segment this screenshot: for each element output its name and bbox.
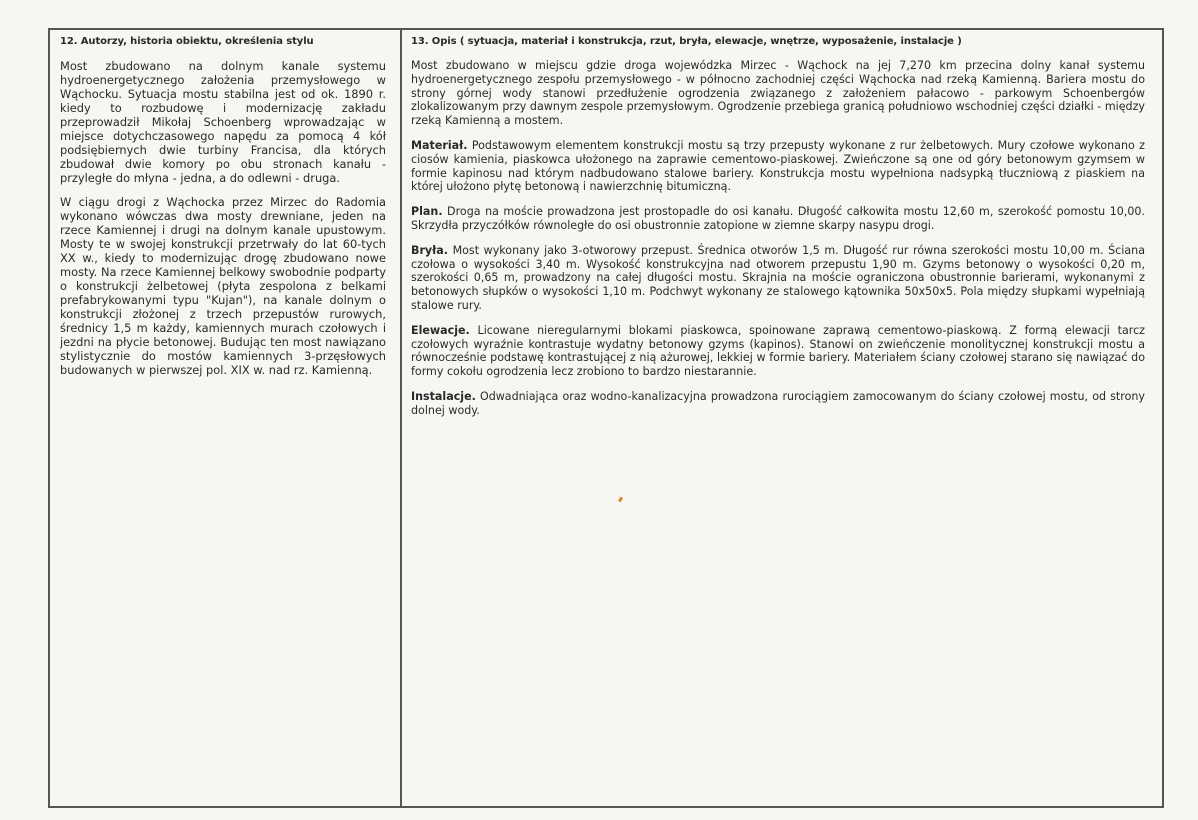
description-heading: 13. Opis ( sytuacja, materiał i konstrukcja, rzut, bryła, elewacje, wnętrze, wyposażenie, instalacje ) bbox=[411, 36, 962, 47]
section-label: Instalacje. bbox=[411, 389, 476, 403]
section-instalacje bbox=[411, 390, 1145, 418]
history-paragraph: Most zbudowano na dolnym kanale systemu hydroenergetycznego założenia przemysłowego w Wąchocku. Sytuacja mostu stabilna jest od ok. 1890 r. kiedy to rozbudowę i modernizację zakładu przeprowadził Mikołaj Schoenberg wprowadzając w miejsce dotychczasowego napędu za pomocą 4 kół podsiębiernych dwie turbiny Francisa, dla których zbudował dwie komory po obu stronach kanału - przyległe do młyna - jedna, a do odlewni - druga. bbox=[60, 59, 386, 185]
history-heading: 12. Autorzy, historia obiektu, określenia stylu bbox=[60, 36, 314, 47]
section-bryla bbox=[411, 244, 1145, 313]
section-text: Odwadniająca oraz wodno-kanalizacyjna prowadzona rurociągiem zamocowanym do ściany czołowej mostu, od strony dolnej wody. bbox=[411, 389, 1145, 417]
column-divider bbox=[400, 28, 402, 808]
frame-right-line bbox=[1162, 28, 1164, 808]
frame-left-line bbox=[48, 28, 50, 808]
section-plan bbox=[411, 205, 1145, 233]
description-intro: Most zbudowano w miejscu gdzie droga wojewódzka Mirzec - Wąchock na jej 7,270 km przecina dolny kanał systemu hydroenergetycznego zespołu przemysłowego - w północno zachodniej części Wąchocka nad rzeką Kamienną. Bariera mostu do strony górnej wody stanowi przedłużenie ogrodzenia związanego z założeniem pałacowo - parkowym Schoenbergów zlokalizowanym przy dawnym zespole przemysłowym. Ogrodzenie przebiega granicą południowo wschodniej części działki - między rzeką Kamienną a mostem. bbox=[411, 59, 1145, 128]
section-label: Bryła. bbox=[411, 243, 448, 257]
section-elewacje bbox=[411, 324, 1145, 379]
section-label: Materiał. bbox=[411, 138, 468, 152]
history-paragraph: W ciągu drogi z Wąchocka przez Mirzec do Radomia wykonano wówczas dwa mosty drewniane, jeden na rzece Kamiennej i drugi na dolnym kanale upustowym. Mosty te w swojej konstrukcji przetrwały do lat 60-tych XX w., kiedy to modernizując drogę zbudowano nowe mosty. Na rzece Kamiennej belkowy swobodnie podparty o konstrukcji żelbetowej (płyta zespolona z belkami prefabrykowanymi typu "Kujan"), na kanale dolnym o konstrukcji złożonej z trzech przepustów rurowych, średnicy 1,5 m każdy, kamiennych murach czołowych i jezdni na płycie betonowej. Budując ten most nawiązano stylistycznie do mostów kamiennych 3-przęsłowych budowanych w pierwszej pol. XIX w. nad rz. Kamienną. bbox=[60, 195, 386, 377]
section-text: Licowane nieregularnymi blokami piaskowca, spoinowane zaprawą cementowo-piaskową. Z formą elewacji tarcz czołowych wyraźnie kontrastuje wydatny betonowy gzyms (kapinos). Stanowi on zwieńczenie monolitycznej konstrukcji mostu a równocześnie podstawę kontrastującej z nią ażurowej, lekkiej w formie bariery. Materiałem ściany czołowej starano się nawiązać do formy cokołu ogrodzenia lecz zrobiono to bardzo niestarannie. bbox=[411, 323, 1145, 379]
section-text: Droga na moście prowadzona jest prostopadle do osi kanału. Długość całkowita mostu 12,60 m, szerokość pomostu 10,00. Skrzydła przyczółków równoległe do osi obustronnie zatopione w ziemne skarpy nasypu drogi. bbox=[411, 205, 1145, 232]
stray-mark bbox=[618, 497, 623, 503]
description-column bbox=[411, 36, 1145, 429]
frame-bottom-line bbox=[48, 806, 1164, 808]
section-material bbox=[411, 139, 1145, 194]
section-text: Most wykonany jako 3-otworowy przepust. Średnica otworów 1,5 m. Długość rur równa szerokości mostu 10,00 m. Ściana czołowa o wysokości 3,40 m. Wysokość konstrukcyjna nad otworem przepustu 1,90 m. Gzyms betonowy o wysokości 0,20 m, szerokości 0,65 m, prowadzony na całej długości mostu. Skrajnia na moście ograniczona obustronnie barierami, wykonanymi z betonowych słupków o wysokości 1,10 m. Podchwyt wykonany ze stalowego kątownika 50x50x5. Pola między słupkami wypełniają stalowe rury. bbox=[411, 243, 1145, 312]
section-label: Plan. bbox=[411, 205, 443, 219]
section-label: Elewacje. bbox=[411, 323, 470, 337]
section-text: Podstawowym elementem konstrukcji mostu są trzy przepusty wykonane z rur żelbetowych. Mury czołowe wykonano z ciosów kamienia, piaskowca ułożonego na zaprawie cementowo-piaskowej. Zwieńczone są one od góry betonowym gzymsem w formie kapinosu nad którym nadbudowano stalowe bariery. Konstrukcja mostu wypełniona nadsypką tłuczniową z piaskiem na której ułożono płytę betonową i nawierzchnię bitumiczną. bbox=[411, 138, 1145, 194]
history-column bbox=[60, 36, 386, 387]
frame-top-line bbox=[48, 28, 1164, 30]
